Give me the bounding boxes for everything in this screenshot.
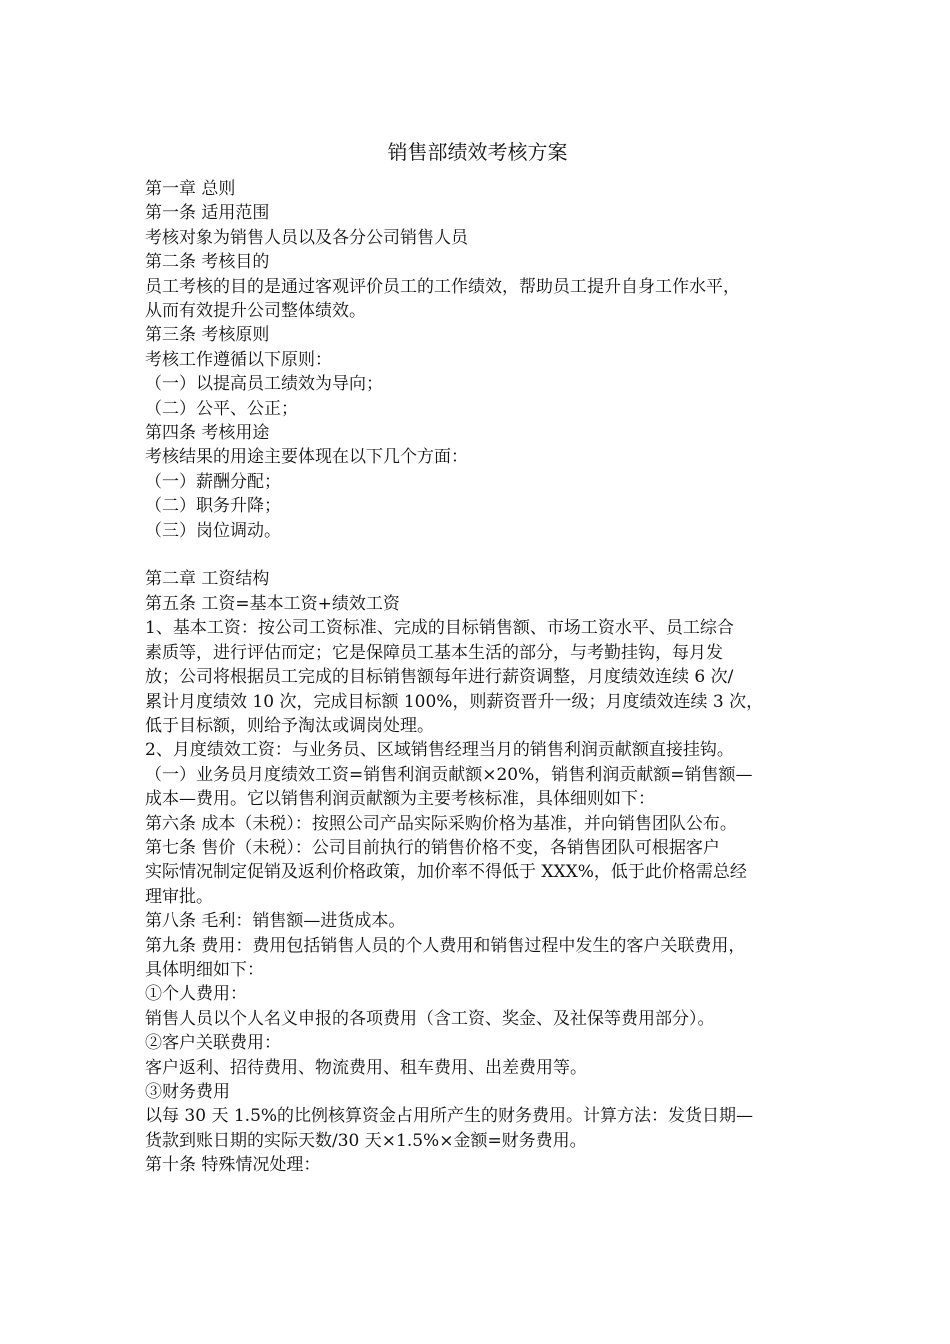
text-line: 考核对象为销售人员以及各分公司销售人员 xyxy=(145,227,468,248)
text-line: （二）公平、公正； xyxy=(145,398,298,419)
text-line: 实际情况制定促销及返利价格政策，加价率不得低于 XXX%，低于此价格需总经 xyxy=(145,862,747,883)
text-line: 放；公司将根据员工完成的目标销售额每年进行薪资调整，月度绩效连续 6 次/ xyxy=(145,667,734,688)
text-line: （一）以提高员工绩效为导向； xyxy=(145,374,383,395)
text-line: 第二章 工资结构 xyxy=(145,569,270,590)
text-line: ③财务费用 xyxy=(145,1082,230,1103)
text-line: 第十条 特殊情况处理： xyxy=(145,1155,321,1176)
document-title: 销售部绩效考核方案 xyxy=(387,140,568,164)
text-line: （一）薪酬分配； xyxy=(145,471,281,492)
text-line: 低于目标额，则给予淘汰或调岗处理。 xyxy=(145,715,434,736)
text-line: 素质等，进行评估而定；它是保障员工基本生活的部分，与考勤挂钩，每月发 xyxy=(145,642,723,663)
text-line: 第六条 成本（未税）：按照公司产品实际采购价格为基准，并向销售团队公布。 xyxy=(145,813,737,834)
text-line: 从而有效提升公司整体绩效。 xyxy=(145,301,366,322)
text-line: 考核结果的用途主要体现在以下几个方面： xyxy=(145,447,468,468)
text-line: 第二条 考核目的 xyxy=(145,252,270,273)
text-line: 销售人员以个人名义申报的各项费用（含工资、奖金、及社保等费用部分）。 xyxy=(145,1008,715,1029)
text-line: 成本—费用。它以销售利润贡献额为主要考核标准，具体细则如下： xyxy=(145,789,655,810)
text-line: （三）岗位调动。 xyxy=(145,520,281,541)
text-line: 理审批。 xyxy=(145,886,213,907)
text-line: 第七条 售价（未税）：公司目前执行的销售价格不变，各销售团队可根据客户 xyxy=(145,837,720,858)
text-line: 第一条 适用范围 xyxy=(145,203,270,224)
text-line: 第八条 毛利：销售额—进货成本。 xyxy=(145,911,406,932)
text-line: 以每 30 天 1.5%的比例核算资金占用所产生的财务费用。计算方法：发货日期— xyxy=(145,1106,754,1127)
text-line: 第四条 考核用途 xyxy=(145,423,270,444)
text-line: 2、月度绩效工资：与业务员、区域销售经理当月的销售利润贡献额直接挂钩。 xyxy=(145,740,734,761)
text-line: 具体明细如下： xyxy=(145,959,264,980)
text-line: （一）业务员月度绩效工资=销售利润贡献额×20%，销售利润贡献额=销售额— xyxy=(145,764,753,785)
document-lines xyxy=(145,177,810,1178)
text-line: 第三条 考核原则 xyxy=(145,325,270,346)
text-line: 客户返利、招待费用、物流费用、租车费用、出差费用等。 xyxy=(145,1057,587,1078)
text-line: ①个人费用： xyxy=(145,984,247,1005)
text-line: 第一章 总则 xyxy=(145,179,236,199)
text-line: （二）职务升降； xyxy=(145,496,281,517)
text-line: 员工考核的目的是通过客观评价员工的工作绩效，帮助员工提升自身工作水平， xyxy=(145,276,740,297)
text-line: 第九条 费用：费用包括销售人员的个人费用和销售过程中发生的客户关联费用， xyxy=(145,935,746,956)
text-line: 考核工作遵循以下原则： xyxy=(145,349,332,370)
text-line: 货款到账日期的实际天数/30 天×1.5%×金额=财务费用。 xyxy=(145,1130,587,1151)
text-line: 累计月度绩效 10 次，完成目标额 100%，则薪资晋升一级；月度绩效连续 3 次， xyxy=(145,691,764,712)
document-body xyxy=(145,137,810,1178)
blank-line xyxy=(145,543,810,567)
text-line: ②客户关联费用： xyxy=(145,1033,281,1054)
text-line: 1、基本工资：按公司工资标准、完成的目标销售额、市场工资水平、员工综合 xyxy=(145,618,734,639)
text-line: 第五条 工资=基本工资+绩效工资 xyxy=(145,593,400,614)
